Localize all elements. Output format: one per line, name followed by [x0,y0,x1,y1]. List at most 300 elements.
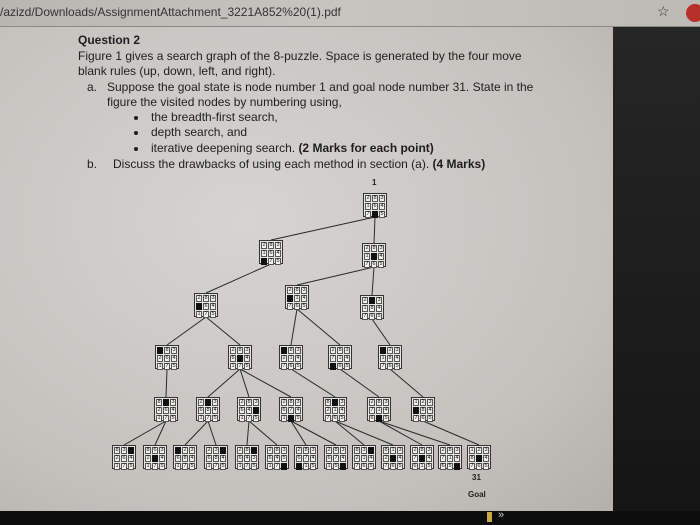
puzzle-tile: 7 [381,363,385,369]
puzzle-tile: 5 [302,303,306,309]
tree-edge [374,217,375,243]
puzzle-tile: 7 [414,415,418,421]
puzzle-tile: 2 [183,447,187,453]
puzzle-tile: 7 [470,463,474,469]
puzzle-tile: 1 [414,399,418,405]
puzzle-tile: 8 [183,455,187,461]
puzzle-tile: 4 [384,407,388,413]
puzzle-state-node [235,445,259,469]
puzzle-tile: 6 [164,407,168,413]
tree-edge [185,421,208,445]
puzzle-tile: 4 [129,455,133,461]
puzzle-tile: 3 [211,295,215,301]
puzzle-tile: 7 [206,415,210,421]
tree-edge [335,421,393,445]
blank-tile [287,295,293,302]
puzzle-tile: 2 [158,355,162,361]
puzzle-tile: 8 [247,399,251,405]
puzzle-tile: 8 [275,447,279,453]
puzzle-tile: 3 [282,447,286,453]
puzzle-state-node [143,445,167,469]
puzzle-state-node [265,445,289,469]
tree-edge [247,421,249,445]
intro-line-2: blank rules (up, down, left, and right). [78,64,276,78]
part-b-marks: (4 Marks) [432,157,486,171]
goal-label: Goal [468,490,486,499]
puzzle-tile: 6 [333,415,337,421]
puzzle-tile: 8 [338,347,342,353]
puzzle-tile: 6 [477,463,481,469]
puzzle-tile: 4 [211,303,215,309]
puzzle-tile: 6 [297,455,301,461]
bullet-dot [134,116,138,120]
puzzle-tile: 7 [370,407,374,413]
puzzle-tile: 8 [238,347,242,353]
puzzle-tile: 7 [334,455,338,461]
puzzle-tile: 2 [282,355,286,361]
puzzle-tile: 7 [363,313,367,319]
puzzle-tile: 8 [214,455,218,461]
puzzle-tile: 8 [388,355,392,361]
puzzle-tile: 4 [275,455,279,461]
blank-tile [261,258,267,265]
puzzle-tile: 4 [379,253,383,259]
blank-tile [368,447,374,454]
tree-edge [297,267,374,285]
puzzle-tile: 8 [304,447,308,453]
puzzle-tile: 4 [190,455,194,461]
puzzle-tile: 1 [420,463,424,469]
puzzle-tile: 4 [221,455,225,461]
puzzle-tile: 2 [199,399,203,405]
puzzle-tile: 2 [413,447,417,453]
puzzle-tile: 5 [213,415,217,421]
puzzle-tile: 7 [366,211,370,217]
blank-tile [380,347,386,354]
puzzle-tile: 4 [341,455,345,461]
puzzle-tile: 6 [268,455,272,461]
puzzle-tile: 2 [355,455,359,461]
tree-edge [390,369,423,397]
tree-edge [372,267,374,295]
puzzle-tile: 7 [275,463,279,469]
puzzle-tile: 6 [295,303,299,309]
puzzle-tile: 5 [190,463,194,469]
puzzle-state-node [360,295,384,319]
puzzle-tile: 4 [245,455,249,461]
puzzle-tile: 6 [289,363,293,369]
tree-edge [206,317,240,345]
puzzle-tile: 5 [379,261,383,267]
puzzle-tile: 7 [238,363,242,369]
puzzle-tile: 5 [334,463,338,469]
puzzle-tile: 2 [363,297,367,303]
address-bar[interactable] [0,0,700,27]
puzzle-tile: 3 [296,347,300,353]
blank-tile [330,363,336,370]
puzzle-state-node [324,445,348,469]
puzzle-tile: 3 [302,287,306,293]
puzzle-tile: 2 [327,447,331,453]
tree-edge [249,421,277,445]
puzzle-tile: 7 [289,407,293,413]
puzzle-tile: 6 [373,203,377,209]
puzzle-tile: 7 [384,463,388,469]
puzzle-tile: 2 [421,399,425,405]
blank-tile [253,407,259,414]
puzzle-tile: 1 [262,250,266,256]
puzzle-tile: 5 [254,415,258,421]
puzzle-tile: 4 [247,407,251,413]
puzzle-tile: 1 [448,455,452,461]
puzzle-tile: 4 [311,455,315,461]
puzzle-state-node [279,345,303,369]
puzzle-tile: 1 [295,295,299,301]
puzzle-tile: 4 [395,355,399,361]
puzzle-tile: 3 [122,447,126,453]
puzzle-tile: 6 [362,463,366,469]
puzzle-tile: 4 [340,407,344,413]
puzzle-tile: 8 [370,305,374,311]
puzzle-tile: 2 [197,295,201,301]
puzzle-tile: 6 [165,355,169,361]
part-b-text [113,157,485,171]
puzzle-tile: 6 [370,313,374,319]
puzzle-tile: 1 [282,415,286,421]
puzzle-tile: 5 [129,463,133,469]
puzzle-tile: 4 [345,355,349,361]
puzzle-tile: 5 [221,463,225,469]
puzzle-tile: 7 [365,261,369,267]
part-a-line-2: figure the visited nodes by numbering using, [107,95,342,109]
tree-edge [167,317,206,345]
puzzle-tile: 4 [172,355,176,361]
puzzle-tile: 3 [395,347,399,353]
puzzle-tile: 3 [245,347,249,353]
puzzle-tile: 7 [164,415,168,421]
bullet-dot [134,131,138,135]
puzzle-tile: 7 [214,463,218,469]
puzzle-tile: 2 [288,287,292,293]
puzzle-tile: 6 [204,303,208,309]
tree-edge [340,369,379,397]
puzzle-tile: 5 [171,415,175,421]
puzzle-tile: 8 [326,399,330,405]
puzzle-state-node [259,240,283,264]
puzzle-tile: 1 [304,463,308,469]
puzzle-tile: 3 [427,447,431,453]
file-icon[interactable] [487,512,492,522]
puzzle-tile: 7 [204,311,208,317]
puzzle-state-node [228,345,252,369]
bullet-dfs: depth search, and [151,125,248,139]
puzzle-tile: 4 [484,455,488,461]
puzzle-tile: 3 [377,297,381,303]
puzzle-tile: 5 [448,463,452,469]
puzzle-tile: 3 [345,347,349,353]
puzzle-tile: 7 [355,463,359,469]
blank-tile [369,297,375,304]
puzzle-state-node [173,445,197,469]
puzzle-tile: 3 [428,399,432,405]
blank-tile [454,463,460,470]
puzzle-tile: 4 [276,250,280,256]
star-icon[interactable]: ☆ [657,3,670,19]
puzzle-tile: 3 [296,399,300,405]
puzzle-tile: 3 [160,447,164,453]
puzzle-tile: 5 [384,415,388,421]
puzzle-tile: 3 [379,245,383,251]
puzzle-tile: 4 [428,407,432,413]
puzzle-tile: 2 [207,447,211,453]
chevron-icon[interactable]: » [498,509,505,521]
puzzle-tile: 6 [327,455,331,461]
blank-tile [413,407,419,414]
tree-edge [208,421,216,445]
bullet-ids-text: iterative deepening search. [151,141,296,155]
puzzle-tile: 3 [213,399,217,405]
intro-line-1: Figure 1 gives a search graph of the 8-puzzle. Space is generated by the four move [78,49,522,63]
puzzle-state-node [279,397,303,421]
puzzle-tile: 1 [365,253,369,259]
puzzle-tile: 7 [326,415,330,421]
blank-tile [372,211,378,218]
puzzle-tile: 6 [238,455,242,461]
puzzle-tile: 8 [269,242,273,248]
puzzle-state-node [411,397,435,421]
puzzle-tile: 3 [380,195,384,201]
blank-tile [376,415,382,422]
puzzle-tile: 1 [231,363,235,369]
puzzle-tile: 7 [331,355,335,361]
puzzle-tile: 1 [366,203,370,209]
puzzle-tile: 2 [384,455,388,461]
puzzle-tile: 1 [115,463,119,469]
tree-edge [124,421,166,445]
puzzle-tile: 4 [455,455,459,461]
puzzle-tile: 3 [362,447,366,453]
puzzle-state-node [294,445,318,469]
puzzle-tile: 2 [331,347,335,353]
tree-edge [291,309,297,345]
puzzle-state-node [381,445,405,469]
blank-tile [205,399,211,406]
blank-tile [128,447,134,454]
viewer-background [613,27,700,511]
puzzle-tile: 4 [427,455,431,461]
puzzle-tile: 3 [254,399,258,405]
blank-tile [332,399,338,406]
puzzle-tile: 8 [245,447,249,453]
bullet-ids [151,141,434,155]
pdf-page [0,27,613,511]
puzzle-tile: 5 [245,363,249,369]
goal-node-number: 31 [472,473,481,482]
puzzle-tile: 7 [282,363,286,369]
puzzle-tile: 7 [122,463,126,469]
puzzle-tile: 5 [282,455,286,461]
puzzle-tile: 4 [369,455,373,461]
profile-avatar[interactable] [686,4,700,22]
puzzle-tile: 1 [381,355,385,361]
puzzle-tile: 5 [296,415,300,421]
puzzle-tile: 1 [268,463,272,469]
puzzle-tile: 5 [428,415,432,421]
puzzle-tile: 4 [380,203,384,209]
puzzle-tile: 2 [365,245,369,251]
puzzle-tile: 5 [276,258,280,264]
puzzle-tile: 5 [340,415,344,421]
blank-tile [196,303,202,310]
puzzle-tile: 6 [176,455,180,461]
puzzle-tile: 3 [341,447,345,453]
puzzle-tile: 3 [276,242,280,248]
tree-edge [297,309,340,345]
puzzle-tile: 6 [199,407,203,413]
part-b-question: Discuss the drawbacks of using each method in section (a). [113,157,430,171]
puzzle-tile: 1 [363,305,367,311]
puzzle-tile: 8 [420,447,424,453]
puzzle-tile: 4 [245,355,249,361]
puzzle-tile: 2 [366,195,370,201]
puzzle-tile: 8 [295,287,299,293]
tree-edge [206,264,271,293]
puzzle-tile: 7 [269,258,273,264]
puzzle-tile: 8 [204,295,208,301]
blank-tile [340,463,346,470]
puzzle-tile: 6 [372,261,376,267]
question-heading: Question 2 [78,33,141,47]
puzzle-tile: 1 [391,447,395,453]
puzzle-tile: 5 [427,463,431,469]
puzzle-tile: 1 [333,407,337,413]
puzzle-tile: 4 [171,407,175,413]
blank-tile [419,455,425,462]
puzzle-tile: 3 [172,347,176,353]
puzzle-tile: 3 [171,399,175,405]
puzzle-tile: 8 [372,245,376,251]
puzzle-tile: 3 [398,447,402,453]
puzzle-tile: 7 [183,463,187,469]
blank-tile [152,455,158,462]
tree-edge [271,217,375,240]
puzzle-tile: 5 [252,463,256,469]
tree-edge [379,421,450,445]
puzzle-tile: 1 [157,415,161,421]
puzzle-state-node [204,445,228,469]
puzzle-tile: 1 [207,463,211,469]
puzzle-tile: 6 [207,455,211,461]
puzzle-tile: 5 [160,463,164,469]
puzzle-state-node [154,397,178,421]
puzzle-tile: 1 [158,363,162,369]
puzzle-tile: 4 [213,407,217,413]
puzzle-tile: 4 [160,455,164,461]
puzzle-tile: 8 [421,407,425,413]
puzzle-tile: 2 [388,347,392,353]
tree-edge [423,421,479,445]
puzzle-tile: 6 [338,363,342,369]
puzzle-tile: 1 [199,415,203,421]
puzzle-tile: 6 [370,415,374,421]
puzzle-tile: 3 [190,447,194,453]
puzzle-state-node [237,397,261,421]
puzzle-tile: 8 [334,447,338,453]
puzzle-tile: 5 [398,463,402,469]
puzzle-tile: 8 [157,399,161,405]
tree-edge [208,369,240,397]
puzzle-tile: 8 [470,455,474,461]
puzzle-tile: 6 [269,250,273,256]
blank-tile [390,455,396,462]
puzzle-tile: 8 [377,399,381,405]
url-text[interactable]: /azizd/Downloads/AssignmentAttachment_3221A852%20(1).pdf [0,5,341,19]
puzzle-tile: 7 [441,455,445,461]
puzzle-tile: 6 [391,463,395,469]
puzzle-state-node [323,397,347,421]
puzzle-tile: 3 [340,399,344,405]
puzzle-tile: 6 [153,447,157,453]
puzzle-tile: 2 [370,399,374,405]
puzzle-tile: 8 [289,347,293,353]
blank-tile [157,347,163,354]
puzzle-tile: 6 [231,355,235,361]
puzzle-tile: 8 [206,407,210,413]
puzzle-tile: 2 [157,407,161,413]
puzzle-tile: 5 [484,463,488,469]
puzzle-tile: 6 [413,463,417,469]
puzzle-tile: 3 [484,447,488,453]
puzzle-tile: 8 [115,447,119,453]
puzzle-tile: 8 [448,447,452,453]
puzzle-tile: 3 [455,447,459,453]
blank-tile [288,415,294,422]
puzzle-state-node [410,445,434,469]
puzzle-tile: 6 [122,455,126,461]
puzzle-state-node [352,445,376,469]
puzzle-tile: 2 [238,447,242,453]
blank-tile [281,347,287,354]
puzzle-tile: 1 [146,463,150,469]
puzzle-tile: 1 [289,355,293,361]
puzzle-state-node [378,345,402,369]
puzzle-tile: 4 [398,455,402,461]
puzzle-tile: 1 [197,311,201,317]
puzzle-tile: 7 [247,415,251,421]
blank-tile [371,253,377,260]
puzzle-tile: 3 [252,455,256,461]
puzzle-tile: 1 [377,407,381,413]
puzzle-tile: 7 [165,363,169,369]
puzzle-tile: 5 [172,363,176,369]
puzzle-tile: 2 [231,347,235,353]
puzzle-tile: 2 [297,447,301,453]
puzzle-tile: 5 [369,463,373,469]
blank-tile [251,447,257,454]
puzzle-state-node [438,445,462,469]
blank-tile [237,355,243,362]
part-a-line-1: Suppose the goal state is node number 1 and goal node number 31. State in the [107,80,534,94]
puzzle-tile: 2 [326,407,330,413]
puzzle-tile: 7 [288,303,292,309]
blank-tile [175,447,181,454]
puzzle-tile: 6 [421,415,425,421]
puzzle-tile: 1 [327,463,331,469]
puzzle-state-node [362,243,386,267]
puzzle-tile: 4 [377,305,381,311]
puzzle-tile: 2 [240,399,244,405]
blank-tile [281,463,287,470]
